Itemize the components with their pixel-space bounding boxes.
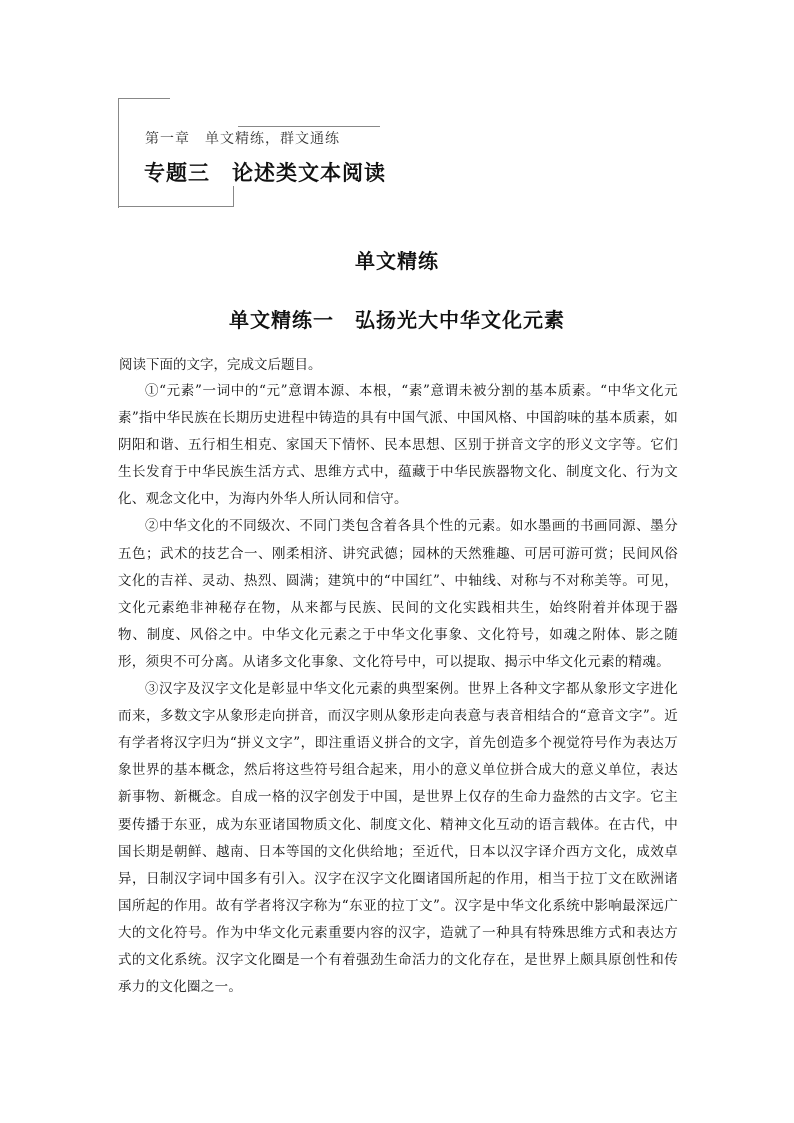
article-body [118,378,678,1001]
frame-line [238,126,380,127]
paragraph-1: ①“元素”一词中的“元”意谓本源、本根，“素”意谓未被分割的基本质素。“中华文化元素”指中华民族在长期历史进程中铸造的具有中国气派、中国风格、中国韵味的基本质素，如阴阳和谐、五行相生相克、家国天下情怀、民本思想、区别于拼音文字的形义文字等。它们生长发育于中华民族生活方式、思维方式中，蕴藏于中华民族器物文化、制度文化、行为文化、观念文化中，为海内外华人所认同和信守。 [118,383,678,508]
article-title: 单文精练一 弘扬光大中华文化元素 [229,308,565,332]
section-title: 单文精练 [355,249,439,273]
paragraph-2: ②中华文化的不同级次、不同门类包含着各具个性的元素。如水墨画的书画同源、墨分五色；武术的技艺合一、刚柔相济、讲究武德；园林的天然雅趣、可居可游可赏；民间风俗文化的吉祥、灵动、热烈、圆满；建筑中的“中国红”、中轴线、对称与不对称美等。可见，文化元素绝非神秘存在物，从来都与民族、民间的文化实践相共生，始终附着并体现于器物、制度、风俗之中。中华文化元素之于中华文化事象、文化符号，如魂之附体、影之随形，须臾不可分离。从诸多文化事象、文化符号中，可以提取、揭示中华文化元素的精魂。 [118,518,678,670]
chapter-header-frame [118,98,380,210]
frame-line [118,98,170,99]
frame-line [118,206,233,207]
topic-heading: 专题三 论述类文本阅读 [144,160,386,185]
frame-line [118,98,119,208]
chapter-heading: 第一章 单文精练，群文通练 [145,131,340,147]
frame-line [233,186,234,207]
reading-instruction: 阅读下面的文字，完成文后题目。 [119,357,322,373]
paragraph-3: ③汉字及汉字文化是彰显中华文化元素的典型案例。世界上各种文字都从象形文字进化而来，多数文字从象形走向拼音，而汉字则从象形走向表意与表音相结合的“意音文字”。近有学者将汉字归为“拼义文字”，即注重语义拼合的文字，首先创造多个视觉符号作为表达万象世界的基本概念，然后将这些符号组合起来，用小的意义单位拼合成大的意义单位，表达新事物、新概念。自成一格的汉字创发于中国，是世界上仅存的生命力盎然的古文字。它主要传播于东亚，成为东亚诸国物质文化、制度文化、精神文化互动的语言载体。在古代，中国长期是朝鲜、越南、日本等国的文化供给地；至近代，日本以汉字译介西方文化，成效卓异，日制汉字词中国多有引入。汉字在汉字文化圈诸国所起的作用，相当于拉丁文在欧洲诸国所起的作用。故有学者将汉字称为“东亚的拉丁文”。汉字是中华文化系统中影响最深远广大的文化符号。作为中华文化元素重要内容的汉字，造就了一种具有特殊思维方式和表达方式的文化系统。汉字文化圈是一个有着强劲生命活力的文化存在，是世界上颇具原创性和传承力的文化圈之一。 [118,681,678,996]
